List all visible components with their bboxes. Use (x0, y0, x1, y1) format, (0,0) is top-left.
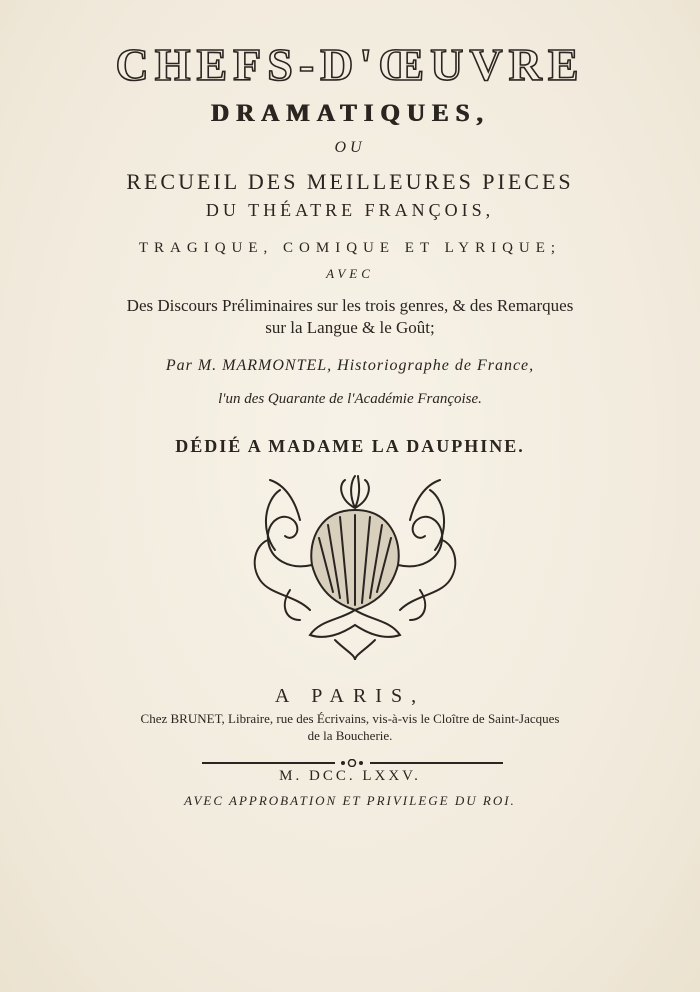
shell-ornament-icon (240, 470, 470, 665)
author-line-2: l'un des Quarante de l'Académie Françoise. (218, 391, 482, 407)
year: M. DCC. LXXV. (279, 768, 421, 784)
book-title: CHEFS-D'ŒUVRE (115, 39, 585, 90)
privilege: AVEC APPROBATION ET PRIVILEGE DU ROI. (184, 793, 516, 808)
place: A PARIS, (274, 685, 426, 707)
line-recueil: RECUEIL DES MEILLEURES PIECES (126, 169, 574, 194)
publisher-line-2: de la Boucherie. (307, 728, 393, 743)
author-line-1: Par M. MARMONTEL, Historiographe de France, (165, 357, 535, 374)
line-discours-1: Des Discours Préliminaires sur les trois genres, & des Remarques (126, 296, 574, 315)
line-discours-2: sur la Langue & le Goût; (265, 318, 435, 337)
ornamental-rule (200, 759, 505, 767)
dedication: DÉDIÉ A MADAME LA DAUPHINE. (175, 436, 525, 456)
line-avec: AVEC (326, 266, 374, 281)
connector-ou: OU (334, 139, 366, 156)
line-theatre: DU THÉATRE FRANÇOIS, (205, 200, 495, 220)
publisher-line-1: Chez BRUNET, Libraire, rue des Écrivains, vis-à-vis le Cloître de Saint-Jacques (140, 711, 560, 726)
line-genres: TRAGIQUE, COMIQUE ET LYRIQUE; (138, 240, 562, 256)
book-subtitle: DRAMATIQUES, (210, 100, 490, 127)
